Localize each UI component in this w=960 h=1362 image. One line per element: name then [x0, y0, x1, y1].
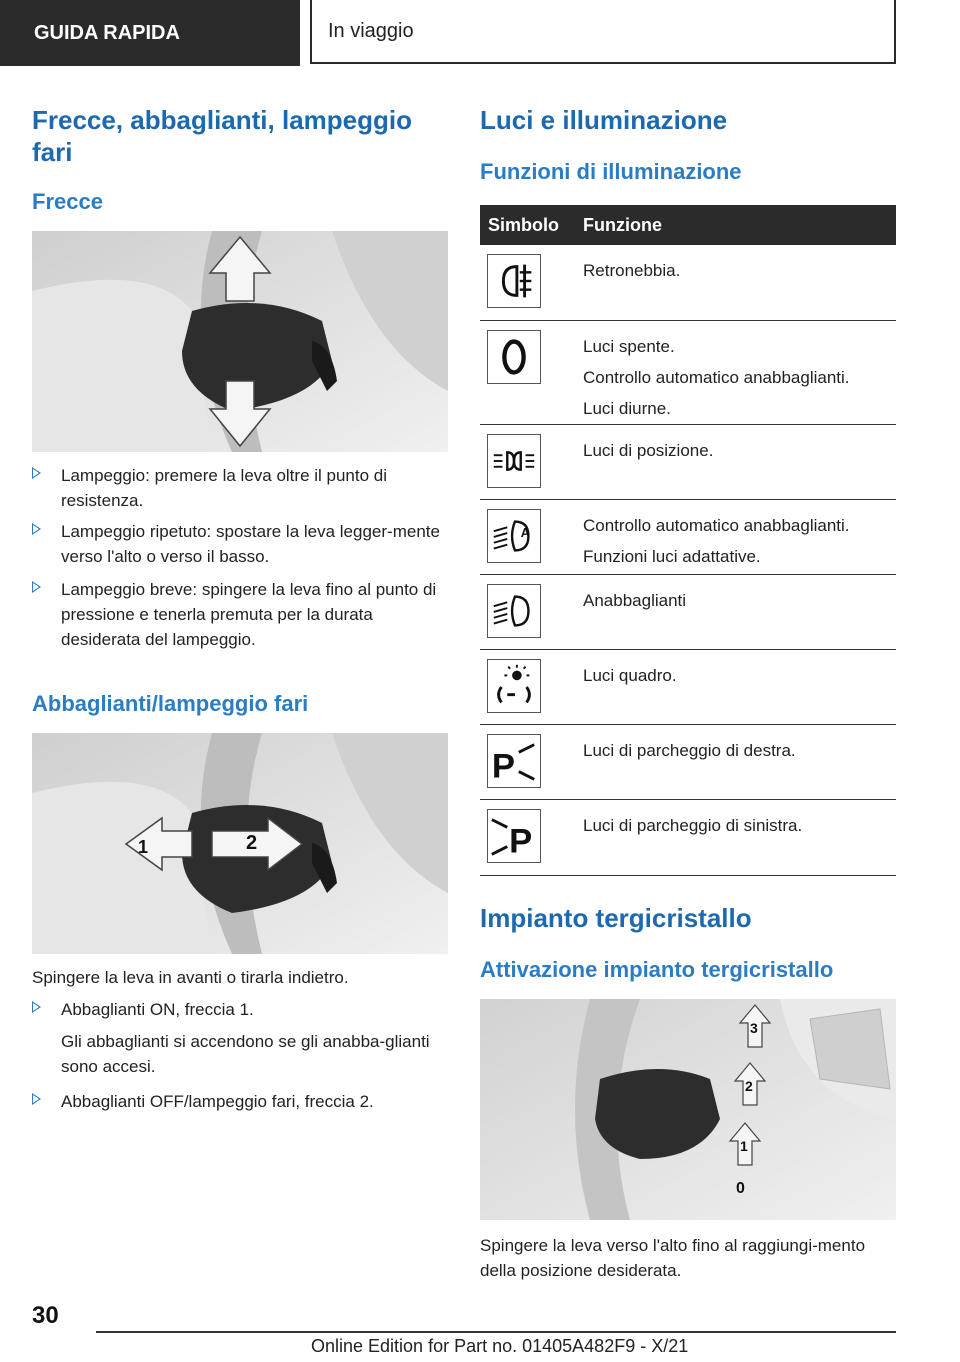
footer-divider	[96, 1331, 896, 1333]
turn-signal-lever-image	[32, 231, 448, 452]
section-label: GUIDA RAPIDA	[34, 21, 180, 44]
wiper-lever-image	[480, 999, 896, 1220]
bullet-high-beam-on: Abbaglianti ON, freccia 1. Gli abbaglianti si accendono se gli anabba-glianti sono accesi.	[32, 997, 448, 1081]
subtitle-turn-signals: Frecce	[32, 189, 103, 214]
wiper-paragraph: Spingere la leva verso l'alto fino al raggiungi-mento della posizione desiderata.	[480, 1236, 866, 1280]
parking-lights-icon	[487, 434, 541, 488]
table-row	[480, 245, 896, 321]
high-beam-lever-image	[32, 733, 448, 954]
bullet-high-beam-off: Abbaglianti OFF/lampeggio fari, freccia 2.	[32, 1089, 448, 1115]
svg-text:A: A	[520, 525, 530, 540]
table-row	[480, 650, 896, 725]
table-row	[480, 575, 896, 650]
table-row	[480, 500, 896, 575]
table-row	[480, 725, 896, 800]
section-title-wipers: Impianto tergicristallo	[480, 903, 752, 933]
function-cell: Luci di parcheggio di sinistra.	[583, 816, 803, 835]
bullet-flash: Lampeggio: premere la leva oltre il punto di resistenza.	[32, 463, 448, 515]
subtitle-lighting-functions: Funzioni di illuminazione	[480, 159, 742, 184]
table-row	[480, 800, 896, 876]
col-function: Funzione	[583, 215, 662, 235]
section-title-turn-signals: Frecce, abbaglianti, lampeggio fari	[32, 105, 412, 167]
bullet-triangle-icon	[32, 467, 41, 479]
dashboard-lighting-icon	[487, 659, 541, 713]
footer-edition: Online Edition for Part no. 01405A482F9 - X/21	[311, 1336, 689, 1356]
high-beam-paragraph: Spingere la leva in avanti o tirarla indietro.	[32, 968, 349, 987]
function-cell: Luci quadro.	[583, 666, 677, 685]
lights-off-icon	[487, 330, 541, 384]
parking-left-icon	[487, 809, 541, 863]
arrow-label-1: 1	[138, 837, 149, 857]
wiper-label-1: 1	[740, 1138, 748, 1154]
bullet-repeated-flash: Lampeggio ripetuto: spostare la leva legger-mente verso l'alto o verso il basso.	[32, 519, 448, 571]
function-cell: Retronebbia.	[583, 261, 681, 280]
parking-right-icon	[487, 734, 541, 788]
bullet-triangle-icon	[32, 1001, 41, 1013]
function-cell: Luci di parcheggio di destra.	[583, 741, 796, 760]
arrow-label-2: 2	[246, 832, 258, 854]
section-title-lights: Luci e illuminazione	[480, 105, 728, 135]
bullet-triangle-icon	[32, 581, 41, 593]
table-row	[480, 425, 896, 500]
bullet-triangle-icon	[32, 1093, 41, 1105]
low-beam-icon	[487, 584, 541, 638]
page-number: 30	[32, 1302, 59, 1329]
subtitle-wiper-activation: Attivazione impianto tergicristallo	[480, 957, 834, 982]
bullet-short-flash: Lampeggio breve: spingere la leva fino al punto di pressione e tenerla premuta per la durata desiderata del lampeggio.	[32, 577, 448, 655]
col-symbol: Simbolo	[488, 215, 559, 235]
function-cell: Luci di posizione.	[583, 441, 714, 460]
auto-headlight-icon	[487, 509, 541, 563]
function-cell: Luci spente. Controllo automatico anabbaglianti. Luci diurne.	[583, 337, 850, 418]
table-header	[480, 205, 896, 245]
bullet-triangle-icon	[32, 523, 41, 535]
wiper-label-0: 0	[736, 1180, 745, 1197]
table-row	[480, 321, 896, 425]
subtitle-high-beam: Abbaglianti/lampeggio fari	[32, 691, 309, 716]
section-tab	[0, 0, 300, 66]
rear-fog-light-icon	[487, 254, 541, 308]
function-cell: Controllo automatico anabbaglianti. Funzioni luci adattative.	[583, 516, 850, 566]
wiper-label-3: 3	[750, 1020, 758, 1036]
chapter-tab	[310, 0, 896, 64]
function-cell: Anabbaglianti	[583, 591, 687, 610]
chapter-label: In viaggio	[328, 19, 414, 42]
svg-text:P: P	[509, 822, 533, 861]
svg-text:P: P	[491, 747, 515, 786]
wiper-label-2: 2	[745, 1078, 753, 1094]
